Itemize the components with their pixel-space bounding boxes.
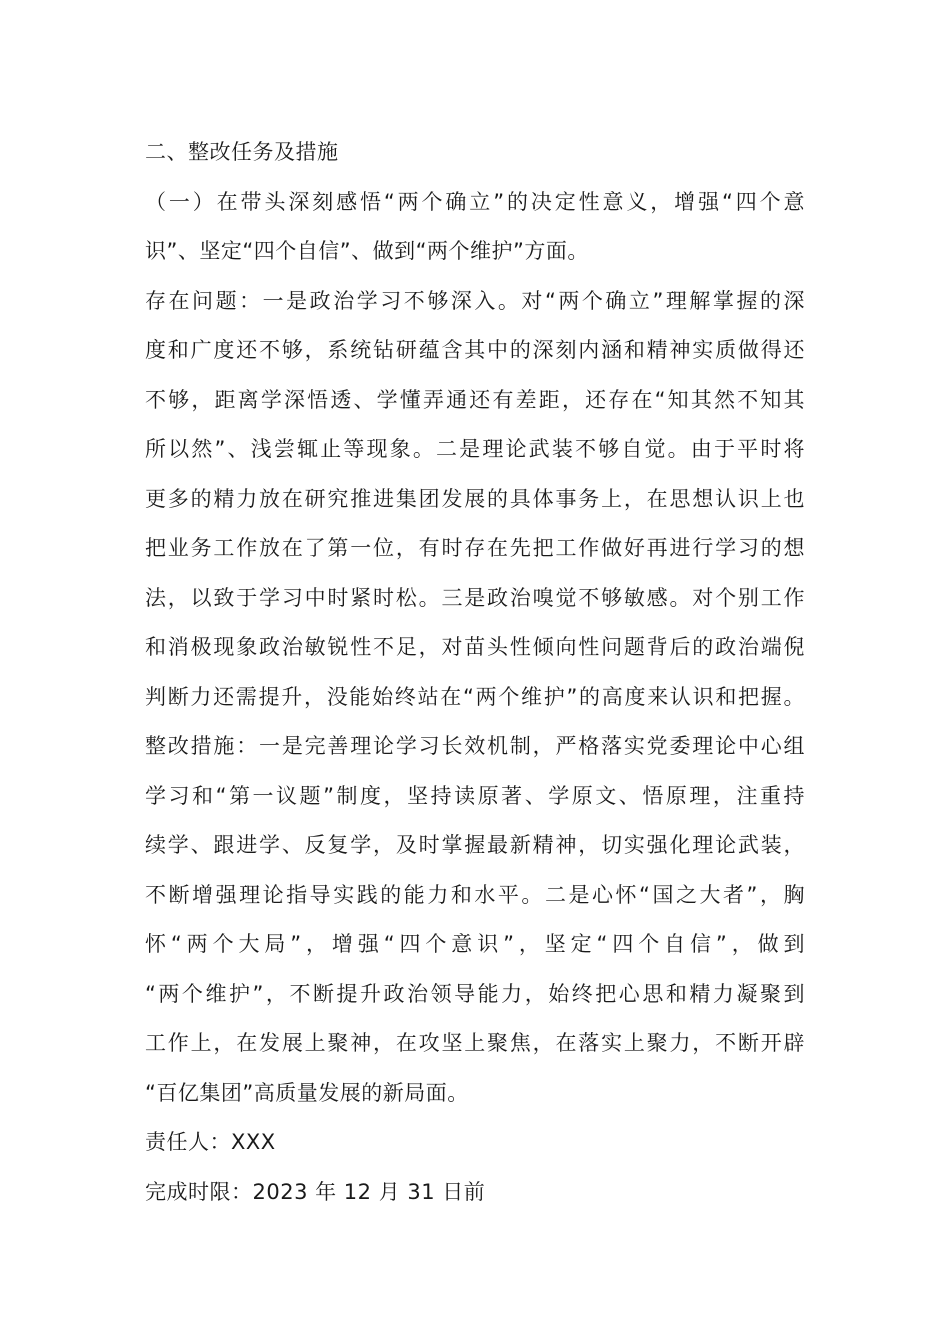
problems-line: 度和广度还不够，系统钻研蕴含其中的深刻内涵和精神实质做得还 — [145, 338, 805, 362]
problems-paragraph — [145, 277, 805, 723]
measures-line: 不断增强理论指导实践的能力和水平。二是心怀“国之大者”，胸 — [145, 882, 805, 907]
item-title-line: 识”、坚定“四个自信”、做到“两个维护”方面。 — [145, 239, 589, 263]
measures-line: “百亿集团”高质量发展的新局面。 — [145, 1080, 469, 1105]
measures-paragraph — [145, 722, 805, 1118]
problems-line: 和消极现象政治敏锐性不足，对苗头性倾向性问题背后的政治端倪 — [145, 635, 805, 659]
problems-line: 法，以致于学习中时紧时松。三是政治嗅觉不够敏感。对个别工作 — [145, 585, 805, 610]
measures-line: 工作上，在发展上聚神，在攻坚上聚焦，在落实上聚力，不断开辟 — [145, 1031, 805, 1055]
item-title — [145, 178, 805, 277]
measures-line: 学习和“第一议题”制度，坚持读原著、学原文、悟原理，注重持 — [145, 783, 805, 808]
deadline: 完成时限：2023 年 12 月 31 日前 — [145, 1179, 486, 1204]
measures-line: 续学、跟进学、反复学，及时掌握最新精神，切实强化理论武装， — [145, 833, 805, 857]
problems-line: 所以然”、浅尝辄止等现象。二是理论武装不够自觉。由于平时将 — [145, 437, 805, 461]
problems-line: 不够，距离学深悟透、学懂弄通还有差距，还存在“知其然不知其 — [145, 387, 805, 412]
measures-line: 怀“两个大局”，增强“四个意识”，坚定“四个自信”，做到 — [145, 932, 805, 956]
problems-line: 判断力还需提升，没能始终站在“两个维护”的高度来认识和把握。 — [145, 684, 805, 709]
measures-line: 整改措施：一是完善理论学习长效机制，严格落实党委理论中心组 — [145, 734, 805, 758]
responsible-person: 责任人：XXX — [145, 1130, 276, 1154]
problems-line: 把业务工作放在了第一位，有时存在先把工作做好再进行学习的想 — [145, 536, 805, 560]
problems-line: 更多的精力放在研究推进集团发展的具体事务上，在思想认识上也 — [145, 486, 805, 511]
measures-line: “两个维护”，不断提升政治领导能力，始终把心思和精力凝聚到 — [145, 981, 805, 1006]
document-body — [145, 128, 805, 1217]
problems-line: 存在问题：一是政治学习不够深入。对“两个确立”理解掌握的深 — [145, 288, 805, 313]
section-heading: 二、整改任务及措施 — [145, 140, 339, 164]
item-title-line: （一）在带头深刻感悟“两个确立”的决定性意义，增强“四个意 — [145, 189, 805, 214]
